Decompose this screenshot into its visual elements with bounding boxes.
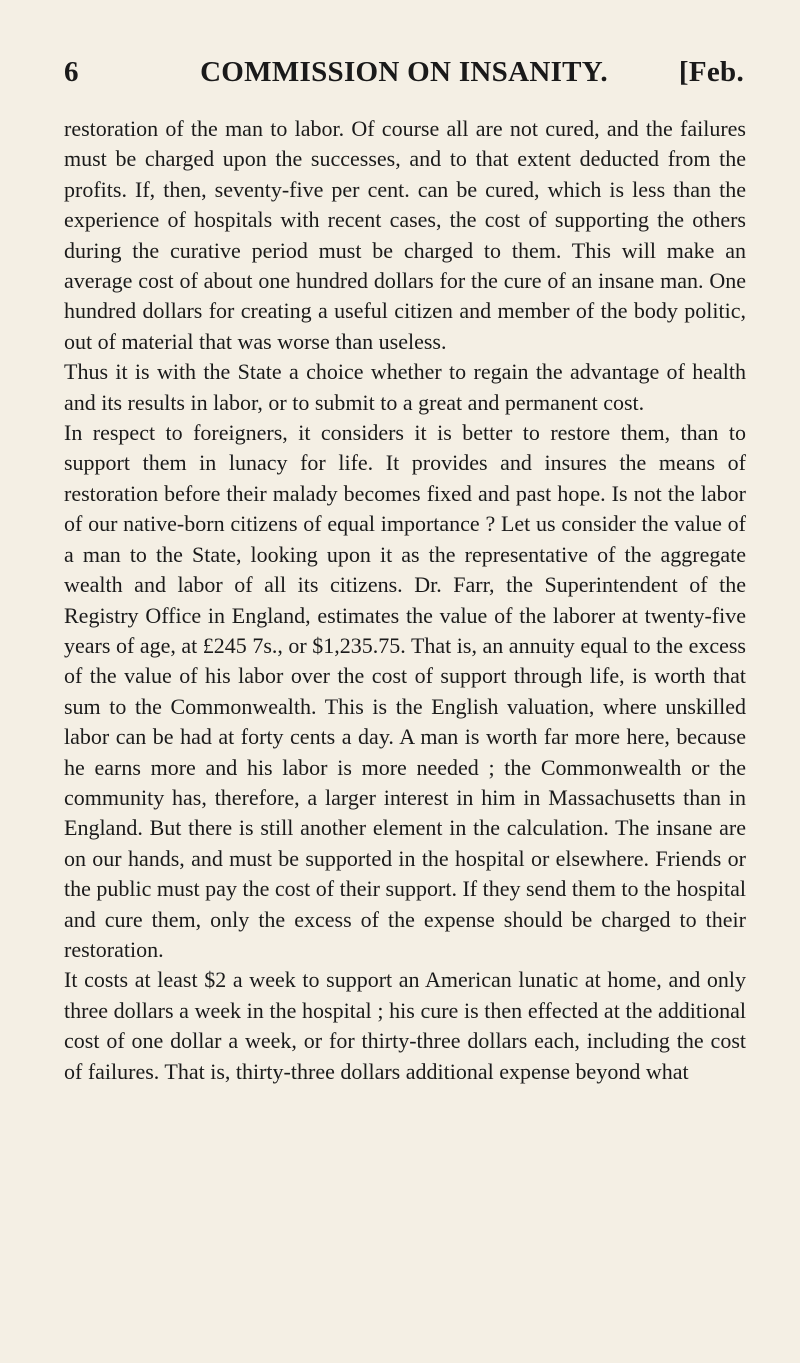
paragraph: Thus it is with the State a choice whether to regain the advantage of health and its results in labor, or to submit to a great and permanent cost. xyxy=(64,359,746,415)
running-title: COMMISSION ON INSANITY. xyxy=(200,56,608,88)
body-text xyxy=(64,114,746,1087)
paragraph: restoration of the man to labor. Of course all are not cured, and the failures must be charged upon the successes, and to that extent deducted from the profits. If, then, seventy-five per cent. can be cured, which is less than the experience of hospitals with recent cases, the cost of supporting the others during the curative period must be charged to them. This will make an average cost of about one hundred dollars for the cure of an insane man. One hundred dollars for creating a useful citizen and member of the body politic, out of material that was worse than useless. xyxy=(64,116,746,354)
running-date: [Feb. xyxy=(678,56,744,88)
page-number: 6 xyxy=(64,56,79,88)
paragraph: In respect to foreigners, it considers it is better to restore them, than to support them in lunacy for life. It provides and insures the means of restoration before their malady becomes fixed and past hope. Is not the labor of our native-born citizens of equal importance ? Let us consider the value of a man to the State, looking upon it as the representative of the aggregate wealth and labor of all its citizens. Dr. Farr, the Superintendent of the Registry Office in England, estimates the value of the laborer at twenty-five years of age, at £245 7s., or $1,235.75. That is, an annuity equal to the excess of the value of his labor over the cost of support through life, is worth that sum to the Commonwealth. This is the English valuation, where unskilled labor can be had at forty cents a day. A man is worth far more here, because he earns more and his labor is more needed ; the Commonwealth or the community has, therefore, a larger interest in him in Massachusetts than in England. But there is still another element in the calculation. The insane are on our hands, and must be supported in the hospital or elsewhere. Friends or the public must pay the cost of their support. If they send them to the hospital and cure them, only the excess of the expense should be charged to their restoration. xyxy=(64,420,746,962)
paragraph: It costs at least $2 a week to support an American lunatic at home, and only three dollars a week in the hospital ; his cure is then effected at the additional cost of one dollar a week, or for thirty-three dollars each, including the cost of failures. That is, thirty-three dollars additional expense beyond what xyxy=(64,967,746,1084)
running-header xyxy=(64,56,744,96)
